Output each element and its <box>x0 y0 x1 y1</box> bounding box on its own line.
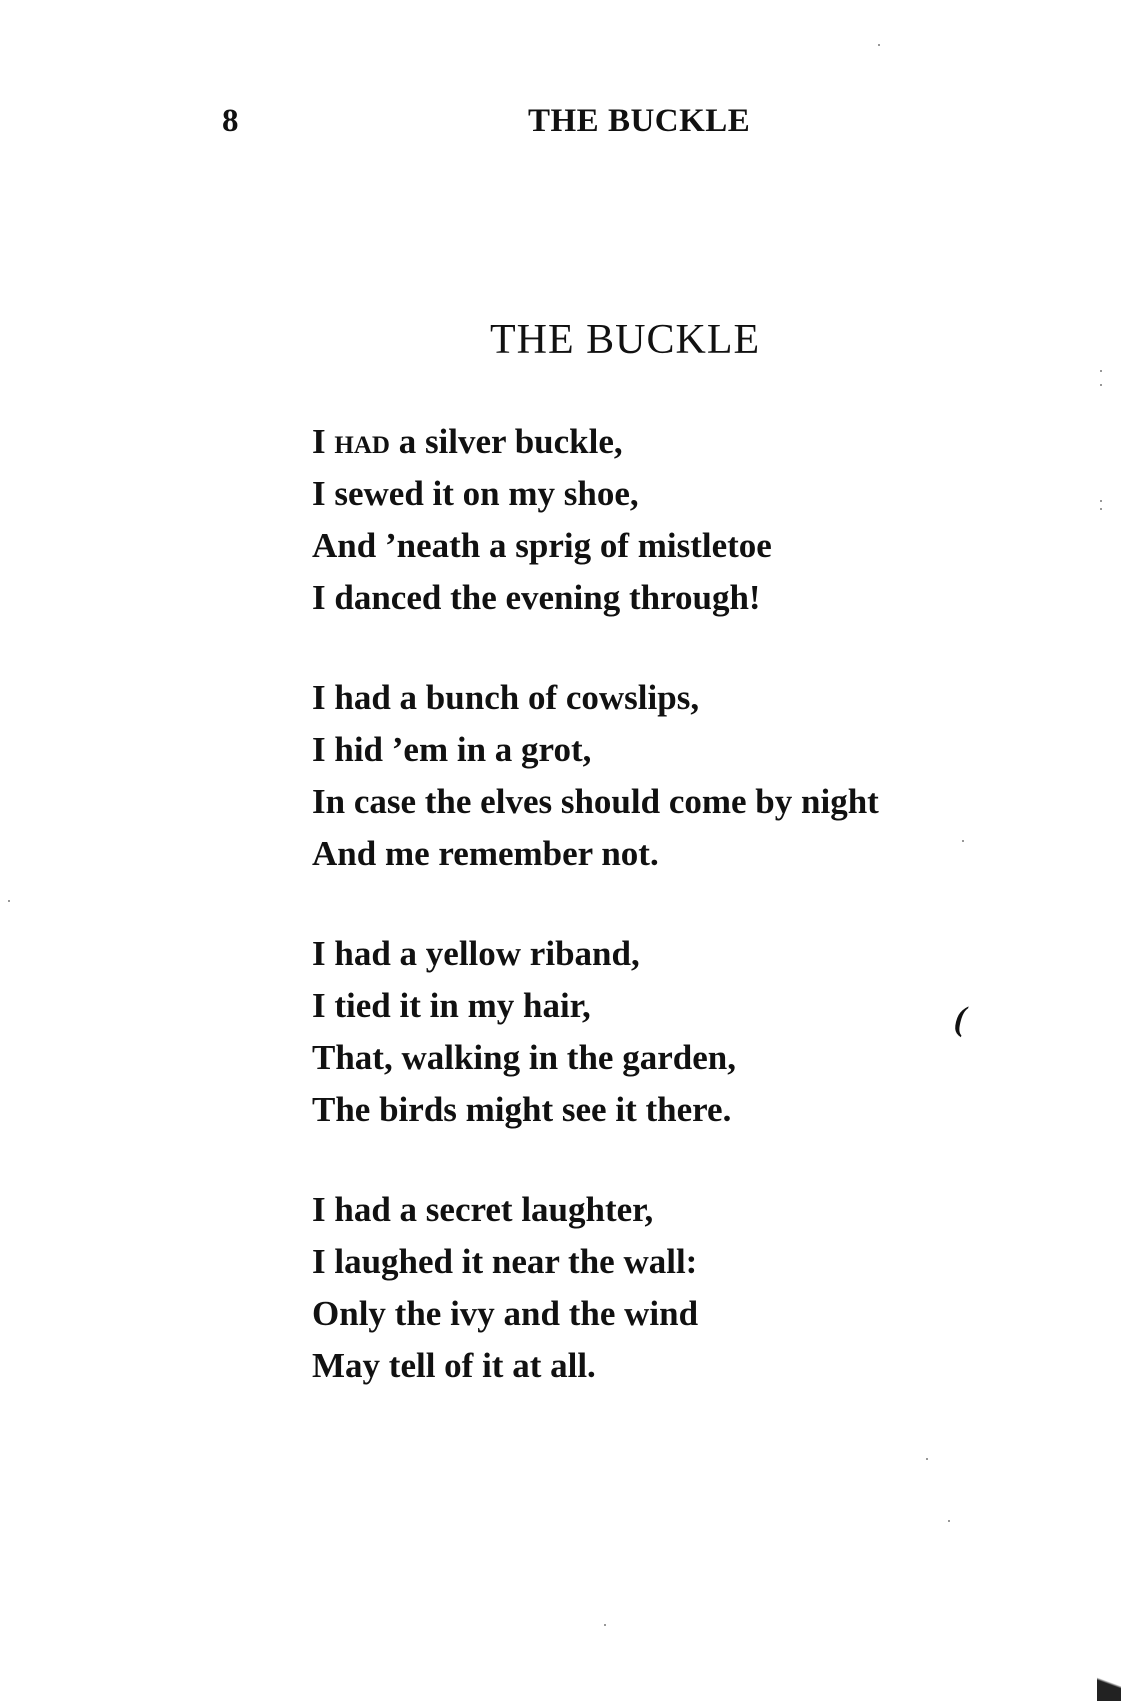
poem-body <box>312 416 1032 1440</box>
scan-speck <box>1100 370 1102 372</box>
poem-line: I danced the evening through! <box>312 578 761 617</box>
poem-line: I sewed it on my shoe, <box>312 474 639 513</box>
poem-line: That, walking in the garden, <box>312 1038 736 1077</box>
poem-line: In case the elves should come by night <box>312 782 879 821</box>
scan-speck <box>1100 384 1102 386</box>
first-smallcaps: had <box>334 422 390 461</box>
running-head <box>0 96 1121 146</box>
poem-line: The birds might see it there. <box>312 1090 732 1129</box>
stanza-2 <box>312 672 1032 880</box>
scan-speck <box>604 1624 606 1626</box>
stanza-4 <box>312 1184 1032 1392</box>
first-line-rest: a silver buckle, <box>398 422 623 461</box>
page-number: 8 <box>222 103 239 139</box>
scan-speck <box>1100 500 1102 502</box>
running-title: THE BUCKLE <box>528 103 751 139</box>
stanza-1 <box>312 416 1032 624</box>
poem-title: THE BUCKLE <box>490 317 761 363</box>
scan-speck <box>8 900 10 902</box>
stray-print-mark: ( <box>950 1001 972 1038</box>
first-word: I <box>312 422 326 461</box>
scan-speck <box>948 1520 950 1522</box>
poem-line: I laughed it near the wall: <box>312 1242 698 1281</box>
poem-line: I had a yellow riband, <box>312 934 640 973</box>
poem-line: I hid ’em in a grot, <box>312 730 592 769</box>
poem-line: May tell of it at all. <box>312 1346 596 1385</box>
scan-speck <box>1100 508 1102 510</box>
poem-line: I tied it in my hair, <box>312 986 591 1025</box>
poem-line <box>312 416 1032 468</box>
poem-line: Only the ivy and the wind <box>312 1294 699 1333</box>
scan-speck <box>962 840 964 842</box>
poem-line: And ’neath a sprig of mistletoe <box>312 526 772 565</box>
scan-speck <box>878 44 880 46</box>
page-corner-shadow <box>1097 1657 1121 1701</box>
poem-line: And me remember not. <box>312 834 659 873</box>
poem-line: I had a bunch of cowslips, <box>312 678 700 717</box>
poem-line: I had a secret laughter, <box>312 1190 654 1229</box>
stanza-3 <box>312 928 1032 1136</box>
scan-speck <box>926 1458 928 1460</box>
